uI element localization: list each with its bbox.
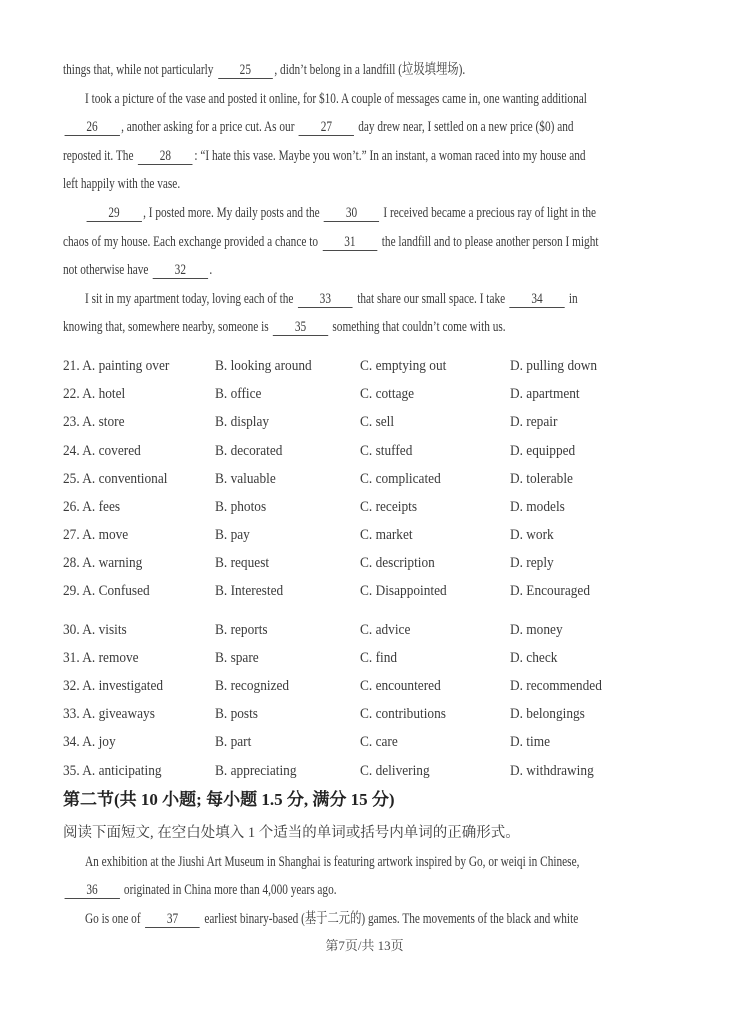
question-row [63,728,666,756]
blank-34: 34 [510,291,565,308]
question-row [63,644,666,672]
passage-line: An exhibition at the Jiushi Art Museum in Shanghai is featuring artwork inspired by Go, or weiqi in Chinese, [85,853,580,870]
question-row [63,577,666,605]
question-row [63,672,666,700]
option-cell: B. reports [215,621,268,638]
option-cell: D. recommended [510,678,602,694]
option-cell: 21. A. painting over [63,357,170,374]
blank-36: 36 [65,882,120,899]
blank-32: 32 [153,262,208,279]
option-cell: D. repair [510,414,558,431]
blank-37: 37 [145,911,200,928]
question-row [63,437,666,465]
passage-line: 36 originated in China more than 4,000 years ago. [63,876,666,905]
question-row [63,465,666,493]
section-2-instruction: 阅读下面短文, 在空白处填入 1 个适当的单词或括号内单词的正确形式。 [63,824,520,841]
blank-33: 33 [298,291,353,308]
option-cell: 35. A. anticipating [63,762,162,779]
option-cell: C. Disappointed [360,583,447,600]
option-cell: B. valuable [215,470,276,487]
blank-30: 30 [324,205,379,222]
question-row [63,521,666,549]
option-cell: D. apartment [510,386,580,403]
option-cell: 26. A. fees [63,498,121,515]
option-cell: C. delivering [360,762,430,779]
option-cell: B. Interested [215,583,284,600]
question-row [63,549,666,577]
option-cell: 24. A. covered [63,442,141,459]
question-row [63,757,666,785]
option-cell: B. office [215,386,262,403]
option-cell: B. photos [215,498,267,515]
question-row [63,493,666,521]
option-cell: D. pulling down [510,357,598,374]
option-cell: D. belongings [510,706,585,723]
option-cell: 34. A. joy [63,734,116,751]
passage-line: reposted it. The 28 : “I hate this vase. Maybe you won’t.” In an instant, a woman raced into my house and [63,147,586,164]
page-number: 第7页/共 13页 [325,937,404,953]
option-cell: C. advice [360,621,411,638]
passage-line: left happily with the vase. [63,176,181,193]
option-cell: C. emptying out [360,357,447,374]
option-cell: B. appreciating [215,762,297,779]
option-cell: D. reply [510,555,554,572]
passage-line: knowing that, somewhere nearby, someone is 35 something that couldn’t come with us. [63,319,506,336]
blank-26: 26 [65,119,120,136]
option-cell: B. recognized [215,678,290,694]
option-cell: B. decorated [215,442,283,459]
option-cell: D. work [510,527,554,544]
option-cell: 22. A. hotel [63,386,126,403]
option-cell: 23. A. store [63,414,125,431]
option-cell: D. withdrawing [510,762,594,779]
blank-35: 35 [273,319,328,336]
blank-25: 25 [218,62,273,79]
passage-line: not otherwise have 32 . [63,262,213,279]
cloze-options-table [63,352,666,785]
option-cell: B. request [215,555,270,572]
question-row [63,408,666,436]
passage-line: I sit in my apartment today, loving each of the 33 that share our small space. I take 34 in [85,290,578,307]
option-cell: D. money [510,621,563,638]
option-cell: D. tolerable [510,470,573,487]
passage-line: Go is one of 37 earliest binary-based (基于二元的) games. The movements of the black and white [85,910,579,927]
option-cell: 30. A. visits [63,621,127,638]
option-cell: C. stuffed [360,442,413,459]
option-cell: C. description [360,555,435,572]
passage-line: chaos of my house. Each exchange provided a chance to 31 the landfill and to please another person I might [63,233,599,250]
option-cell: B. posts [215,706,259,723]
option-cell: 31. A. remove [63,649,139,666]
option-cell: 28. A. warning [63,555,143,572]
option-cell: C. market [360,527,413,544]
option-cell: C. care [360,734,398,751]
blank-29: 29 [87,205,142,222]
option-cell: D. time [510,734,551,751]
section-2-heading: 第二节(共 10 小题; 每小题 1.5 分, 满分 15 分) [63,789,395,809]
option-cell: 29. A. Confused [63,583,150,600]
option-cell: C. sell [360,414,395,431]
option-cell: B. part [215,734,252,751]
option-cell: C. receipts [360,498,418,515]
passage-line: 26 , another asking for a price cut. As our 27 day drew near, I settled on a new price ($0) and [63,113,666,142]
question-row [63,380,666,408]
option-cell: D. check [510,649,558,666]
cloze-passage [63,56,666,342]
option-cell: 27. A. move [63,527,129,544]
option-cell: C. encountered [360,678,441,694]
option-cell: C. contributions [360,706,446,723]
option-cell: D. models [510,498,565,515]
passage-line: things that, while not particularly 25 , didn’t belong in a landfill (垃圾填埋场). [63,62,466,78]
question-row [63,352,666,380]
option-cell: B. looking around [215,357,312,374]
option-cell: 32. A. investigated [63,678,164,694]
option-cell: B. pay [215,527,250,544]
passage-line: 29 , I posted more. My daily posts and the 30 I received became a precious ray of light in the [63,199,666,228]
blank-28: 28 [138,148,193,165]
option-cell: C. complicated [360,470,441,487]
blank-31: 31 [322,234,377,251]
option-cell: B. spare [215,649,259,666]
blank-27: 27 [299,119,354,136]
option-cell: C. find [360,649,398,666]
question-row [63,616,666,644]
question-row [63,700,666,728]
option-cell: 33. A. giveaways [63,706,155,723]
option-cell: D. equipped [510,442,576,459]
option-cell: 25. A. conventional [63,470,168,487]
section-2-passage [63,848,666,934]
passage-line: I took a picture of the vase and posted it online, for $10. A couple of messages came in, one wanting additional [85,90,587,107]
option-cell: D. Encouraged [510,583,591,600]
option-cell: B. display [215,414,270,431]
option-cell: C. cottage [360,386,415,403]
